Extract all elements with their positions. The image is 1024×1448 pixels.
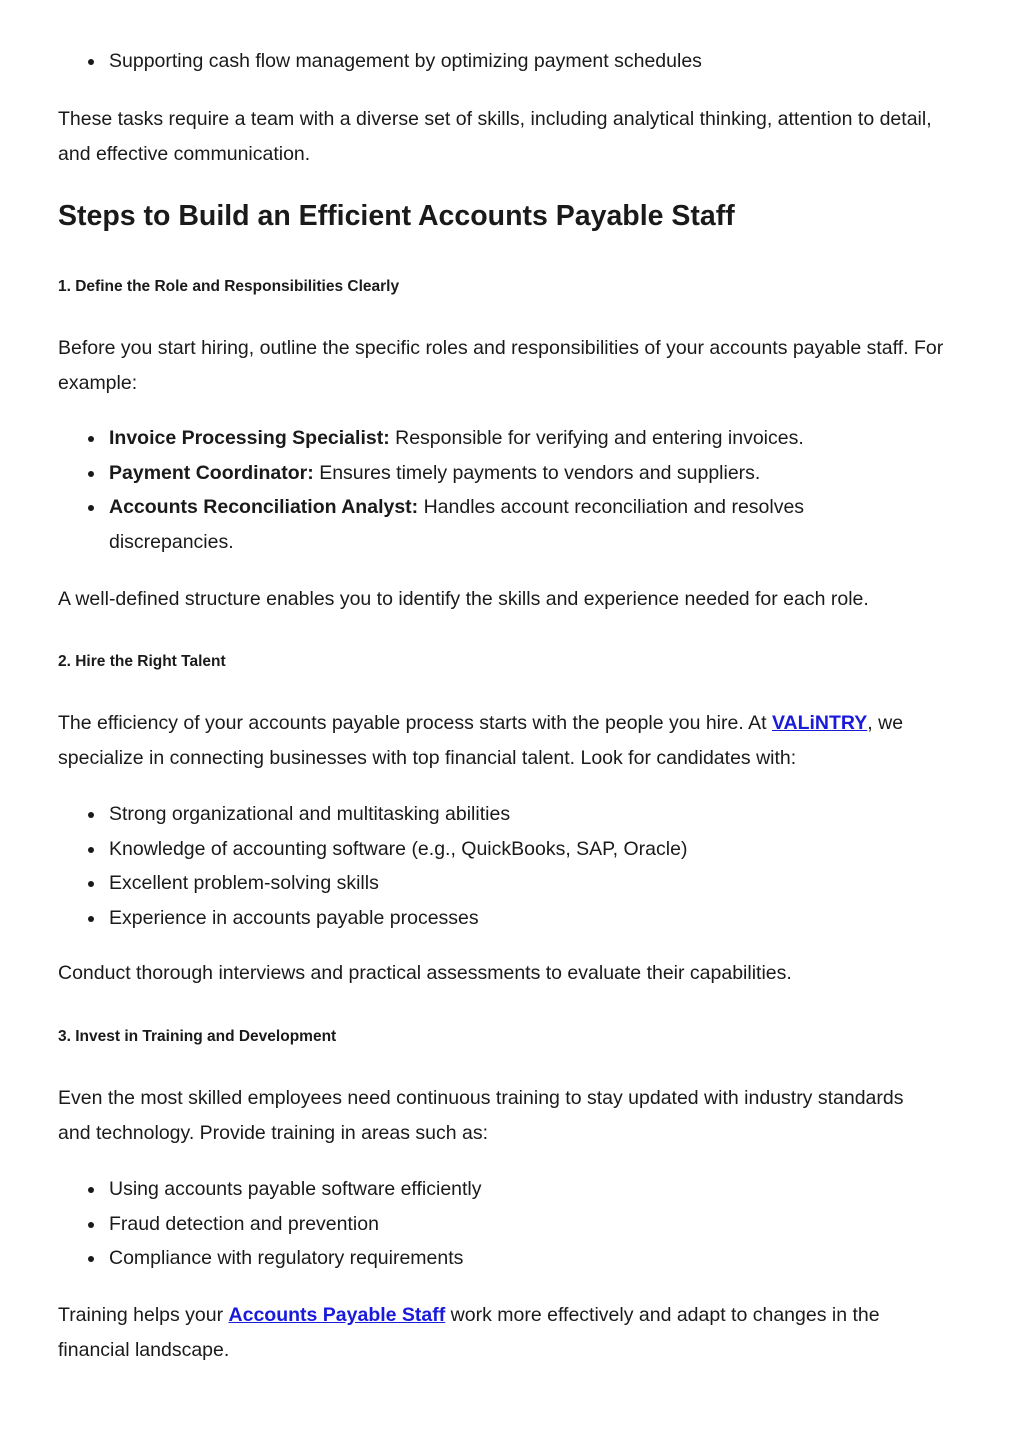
role-desc: Ensures timely payments to vendors and suppliers. [313,461,761,484]
step1-paragraph: Before you start hiring, outline the specific roles and responsibilities of your accounts payable staff. For example: [58,337,944,394]
list-item: Experience in accounts payable processes [88,901,687,936]
step3-text-before-link: Training helps your [58,1304,229,1326]
list-item [88,456,968,491]
step1-closing: A well-defined structure enables you to identify the skills and experience needed for each role. [58,588,869,610]
step2-closing: Conduct thorough interviews and practical assessments to evaluate their capabilities. [58,962,792,984]
step2-bullet-list [58,797,687,935]
list-item: Supporting cash flow management by optimizing payment schedules [88,44,702,79]
list-item [88,421,968,456]
list-item: Excellent problem-solving skills [88,866,687,901]
step2-text-before-link: The efficiency of your accounts payable process starts with the people you hire. At [58,712,772,734]
accounts-payable-staff-link[interactable]: Accounts Payable Staff [228,1304,446,1326]
valintry-link[interactable]: VALiNTRY [771,712,868,734]
list-item: Fraud detection and prevention [88,1207,482,1242]
list-item: Strong organizational and multitasking abilities [88,797,687,832]
role-title: Invoice Processing Specialist: [109,427,390,449]
step2-heading: 2. Hire the Right Talent [58,653,226,670]
step3-text-after-link: work more effectively and adapt to changes in the financial landscape. [58,1304,880,1361]
step3-closing [58,1298,948,1367]
step1-role-list [58,421,968,559]
section-title: Steps to Build an Efficient Accounts Payable Staff [58,200,735,232]
step2-text-after-link: , we specialize in connecting businesses with top financial talent. Look for candidates with: [58,712,904,769]
step2-paragraph [58,706,968,775]
role-desc: Handles account reconciliation and resolves discrepancies. [109,496,805,553]
step3-paragraph: Even the most skilled employees need continuous training to stay updated with industry standards and technology. Provide training in areas such as: [58,1087,904,1144]
intro-paragraph: These tasks require a team with a diverse set of skills, including analytical thinking, attention to detail, and effective communication. [58,108,932,165]
step3-bullet-list [58,1172,482,1276]
list-item: Using accounts payable software efficiently [88,1172,482,1207]
top-bullet-list [58,44,702,79]
role-title: Payment Coordinator: [109,461,314,484]
role-desc: Responsible for verifying and entering invoices. [389,427,804,449]
role-title: Accounts Reconciliation Analyst: [109,496,419,518]
step1-heading: 1. Define the Role and Responsibilities Clearly [58,278,400,295]
list-item: Knowledge of accounting software (e.g., QuickBooks, SAP, Oracle) [88,832,687,867]
list-item: Compliance with regulatory requirements [88,1241,482,1276]
list-item [88,490,899,559]
step3-heading: 3. Invest in Training and Development [58,1028,337,1045]
